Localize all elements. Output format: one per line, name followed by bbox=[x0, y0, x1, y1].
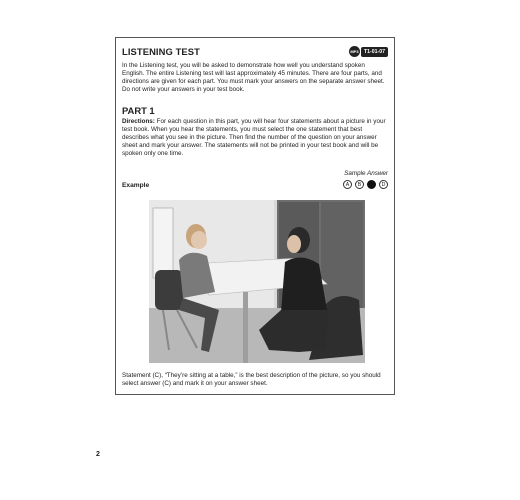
sample-answer-label: Sample Answer bbox=[344, 170, 388, 177]
example-caption: Statement (C), “They’re sitting at a table,” is the best description of the picture, so you should select answer (C) and mark it on your answer sheet. bbox=[122, 372, 381, 388]
track-number: T1-01-07 bbox=[361, 47, 388, 57]
directions-text: For each question in this part, you will hear four statements about a picture in your test book. When you hear the statements, you must select the one statement that best describes what you see in the picture. Then find the number of the question on your answer sheet and mark your answer. The statements will not be printed in your test book and will be spoken only one time. bbox=[122, 118, 386, 158]
intro-paragraph: In the Listening test, you will be asked to demonstrate how well you understand spoken English. The entire Listening test will last approximately 45 minutes. There are four parts, and directions are given for each part. You must mark your answers on the separate answer sheet. Do not write your answers in your test book. bbox=[122, 62, 385, 94]
choice-a: A bbox=[343, 180, 352, 189]
section-title: LISTENING TEST bbox=[122, 46, 200, 57]
example-photo bbox=[149, 200, 365, 363]
page-number: 2 bbox=[96, 451, 100, 458]
choice-c-selected: C bbox=[367, 180, 376, 189]
listening-test-panel bbox=[115, 37, 395, 395]
office-meeting-photo bbox=[149, 200, 365, 363]
choice-d: D bbox=[379, 180, 388, 189]
directions-label: Directions: bbox=[122, 118, 155, 125]
example-label: Example bbox=[122, 182, 150, 189]
part-heading: PART 1 bbox=[122, 105, 155, 116]
audio-track-badge bbox=[349, 46, 388, 57]
answer-choices bbox=[343, 180, 388, 189]
mp3-icon: MP3 bbox=[349, 46, 360, 57]
choice-b: B bbox=[355, 180, 364, 189]
directions-paragraph bbox=[122, 118, 390, 158]
